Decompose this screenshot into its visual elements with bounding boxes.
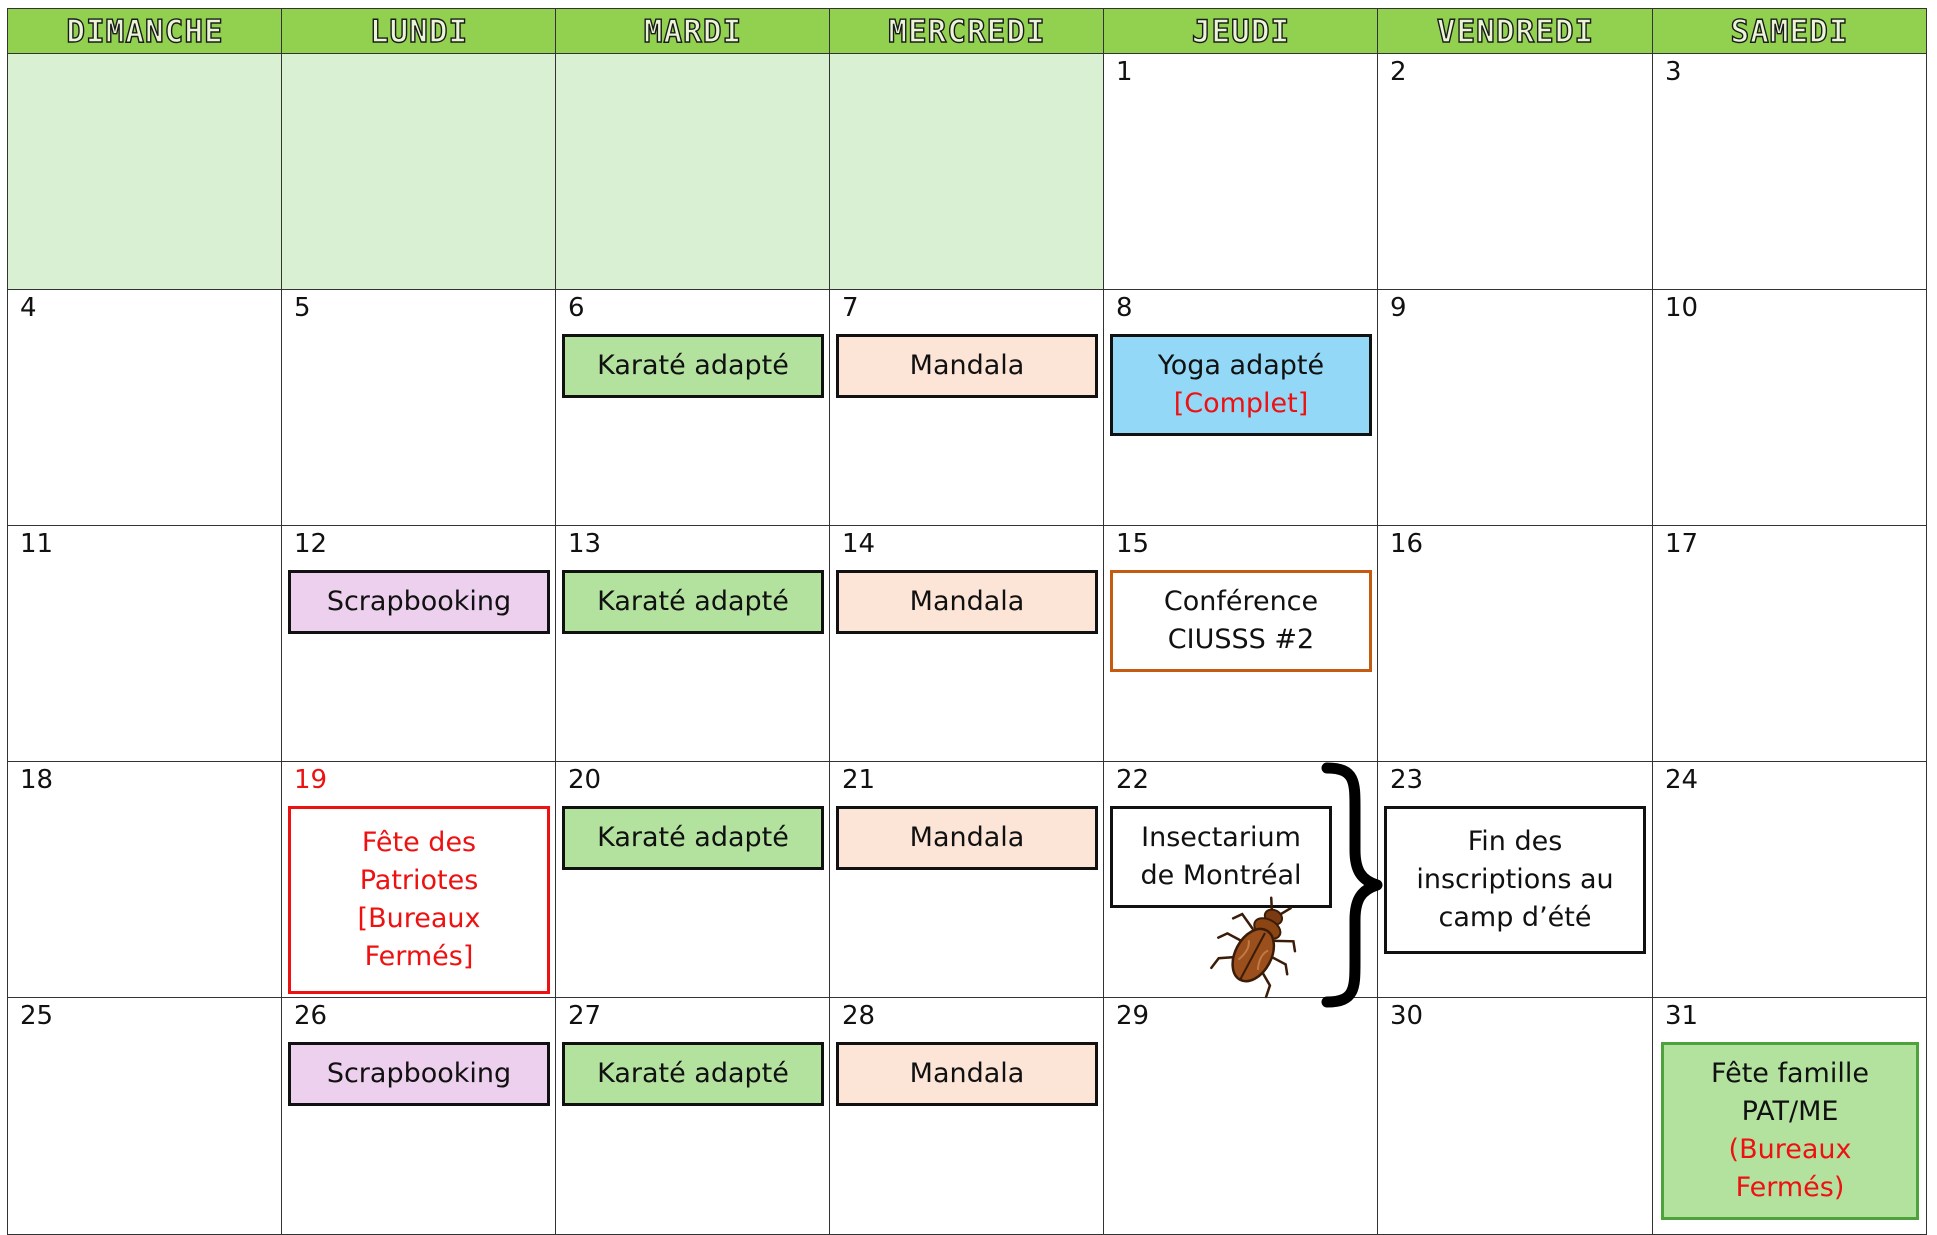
event-label: Karaté adapté	[597, 1058, 789, 1089]
day-cell-10[interactable]	[1652, 289, 1927, 527]
day-cell-28[interactable]	[829, 997, 1105, 1235]
day-number: 25	[20, 1001, 54, 1031]
monthly-calendar	[7, 8, 1927, 1230]
event-label: Fermés)	[1735, 1172, 1845, 1203]
day-cell-16[interactable]	[1377, 525, 1654, 763]
weekday-header-jeudi: JEUDI	[1103, 8, 1379, 55]
day-cell-2[interactable]	[1377, 53, 1654, 291]
day-cell-empty	[7, 53, 283, 291]
event-mandala[interactable]	[836, 334, 1098, 398]
day-number: 18	[20, 765, 54, 795]
day-number: 29	[1116, 1001, 1150, 1031]
day-cell-1[interactable]	[1103, 53, 1379, 291]
day-number: 11	[20, 529, 54, 559]
day-cell-31[interactable]	[1652, 997, 1927, 1235]
day-number: 28	[842, 1001, 876, 1031]
event-label: Fermés]	[364, 941, 474, 972]
event-fete-famille[interactable]	[1661, 1042, 1919, 1220]
event-label: (Bureaux	[1728, 1134, 1852, 1165]
day-number: 6	[568, 293, 585, 323]
day-number: 4	[20, 293, 37, 323]
event-mandala[interactable]	[836, 570, 1098, 634]
event-mandala[interactable]	[836, 806, 1098, 870]
beetle-icon	[1202, 893, 1312, 1003]
event-label: Patriotes	[359, 865, 479, 896]
day-number: 31	[1665, 1001, 1699, 1031]
event-label: CIUSSS #2	[1167, 624, 1315, 655]
day-cell-6[interactable]	[555, 289, 831, 527]
event-label: inscriptions au	[1416, 864, 1614, 895]
day-number: 27	[568, 1001, 602, 1031]
event-label: Conférence	[1163, 586, 1319, 617]
day-number: 26	[294, 1001, 328, 1031]
event-scrapbooking[interactable]	[288, 1042, 550, 1106]
day-cell-17[interactable]	[1652, 525, 1927, 763]
event-mandala[interactable]	[836, 1042, 1098, 1106]
event-label: Scrapbooking	[326, 1058, 512, 1089]
day-cell-29[interactable]	[1103, 997, 1379, 1235]
event-label: [Bureaux	[357, 903, 481, 934]
day-cell-14[interactable]	[829, 525, 1105, 763]
weekday-header-lundi: LUNDI	[281, 8, 557, 55]
day-cell-4[interactable]	[7, 289, 283, 527]
day-number: 12	[294, 529, 328, 559]
event-label: Scrapbooking	[326, 586, 512, 617]
curly-brace-icon	[1307, 760, 1387, 1010]
event-label: Fête des	[361, 827, 477, 858]
weekday-header-samedi: SAMEDI	[1652, 8, 1927, 55]
event-status-complet: [Complet]	[1173, 388, 1309, 419]
day-cell-empty	[829, 53, 1105, 291]
event-label: Mandala	[909, 350, 1025, 381]
day-cell-13[interactable]	[555, 525, 831, 763]
event-label: Insectarium	[1141, 822, 1301, 853]
event-label: Mandala	[909, 586, 1025, 617]
day-number: 15	[1116, 529, 1150, 559]
day-cell-30[interactable]	[1377, 997, 1654, 1235]
day-cell-15[interactable]	[1103, 525, 1379, 763]
day-number: 14	[842, 529, 876, 559]
event-fete-des-patriotes[interactable]	[288, 806, 550, 994]
weekday-header-mardi: MARDI	[555, 8, 831, 55]
day-cell-3[interactable]	[1652, 53, 1927, 291]
event-karate-adapte[interactable]	[562, 806, 824, 870]
day-cell-25[interactable]	[7, 997, 283, 1235]
day-cell-9[interactable]	[1377, 289, 1654, 527]
day-cell-19[interactable]	[281, 761, 557, 999]
event-karate-adapte[interactable]	[562, 334, 824, 398]
day-cell-21[interactable]	[829, 761, 1105, 999]
event-fin-inscriptions-camp[interactable]	[1384, 806, 1646, 954]
day-number: 9	[1390, 293, 1407, 323]
day-number: 23	[1390, 765, 1424, 795]
weekday-header-vendredi: VENDREDI	[1377, 8, 1654, 55]
event-scrapbooking[interactable]	[288, 570, 550, 634]
event-label: PAT/ME	[1741, 1096, 1839, 1127]
day-number: 21	[842, 765, 876, 795]
event-conference-ciusss[interactable]	[1110, 570, 1372, 672]
day-cell-23[interactable]	[1377, 761, 1654, 999]
day-number: 17	[1665, 529, 1699, 559]
event-yoga-adapte[interactable]	[1110, 334, 1372, 436]
event-label: Karaté adapté	[597, 822, 789, 853]
day-number: 24	[1665, 765, 1699, 795]
day-number: 16	[1390, 529, 1424, 559]
day-number: 10	[1665, 293, 1699, 323]
event-label: Mandala	[909, 822, 1025, 853]
day-cell-24[interactable]	[1652, 761, 1927, 999]
day-cell-7[interactable]	[829, 289, 1105, 527]
day-number-holiday: 19	[294, 765, 328, 795]
event-karate-adapte[interactable]	[562, 570, 824, 634]
event-label: camp d’été	[1438, 902, 1592, 933]
day-cell-empty	[281, 53, 557, 291]
day-number: 5	[294, 293, 311, 323]
day-number: 30	[1390, 1001, 1424, 1031]
day-number: 7	[842, 293, 859, 323]
day-number: 2	[1390, 57, 1407, 87]
day-cell-20[interactable]	[555, 761, 831, 999]
day-number: 3	[1665, 57, 1682, 87]
weekday-header-mercredi: MERCREDI	[829, 8, 1105, 55]
day-cell-8[interactable]	[1103, 289, 1379, 527]
event-label: Karaté adapté	[597, 350, 789, 381]
event-label: Mandala	[909, 1058, 1025, 1089]
day-cell-18[interactable]	[7, 761, 283, 999]
day-cell-5[interactable]	[281, 289, 557, 527]
day-cell-12[interactable]	[281, 525, 557, 763]
day-cell-27[interactable]	[555, 997, 831, 1235]
event-label: Karaté adapté	[597, 586, 789, 617]
day-number: 20	[568, 765, 602, 795]
weekday-header-dimanche: DIMANCHE	[7, 8, 283, 55]
event-label: Fête famille	[1711, 1058, 1869, 1089]
day-number: 8	[1116, 293, 1133, 323]
day-number: 1	[1116, 57, 1133, 87]
event-label: Yoga adapté	[1157, 350, 1325, 381]
event-karate-adapte[interactable]	[562, 1042, 824, 1106]
day-number: 13	[568, 529, 602, 559]
day-cell-11[interactable]	[7, 525, 283, 763]
day-number: 22	[1116, 765, 1150, 795]
day-cell-26[interactable]	[281, 997, 557, 1235]
event-label: de Montréal	[1140, 860, 1302, 891]
day-cell-empty	[555, 53, 831, 291]
event-label: Fin des	[1467, 826, 1563, 857]
